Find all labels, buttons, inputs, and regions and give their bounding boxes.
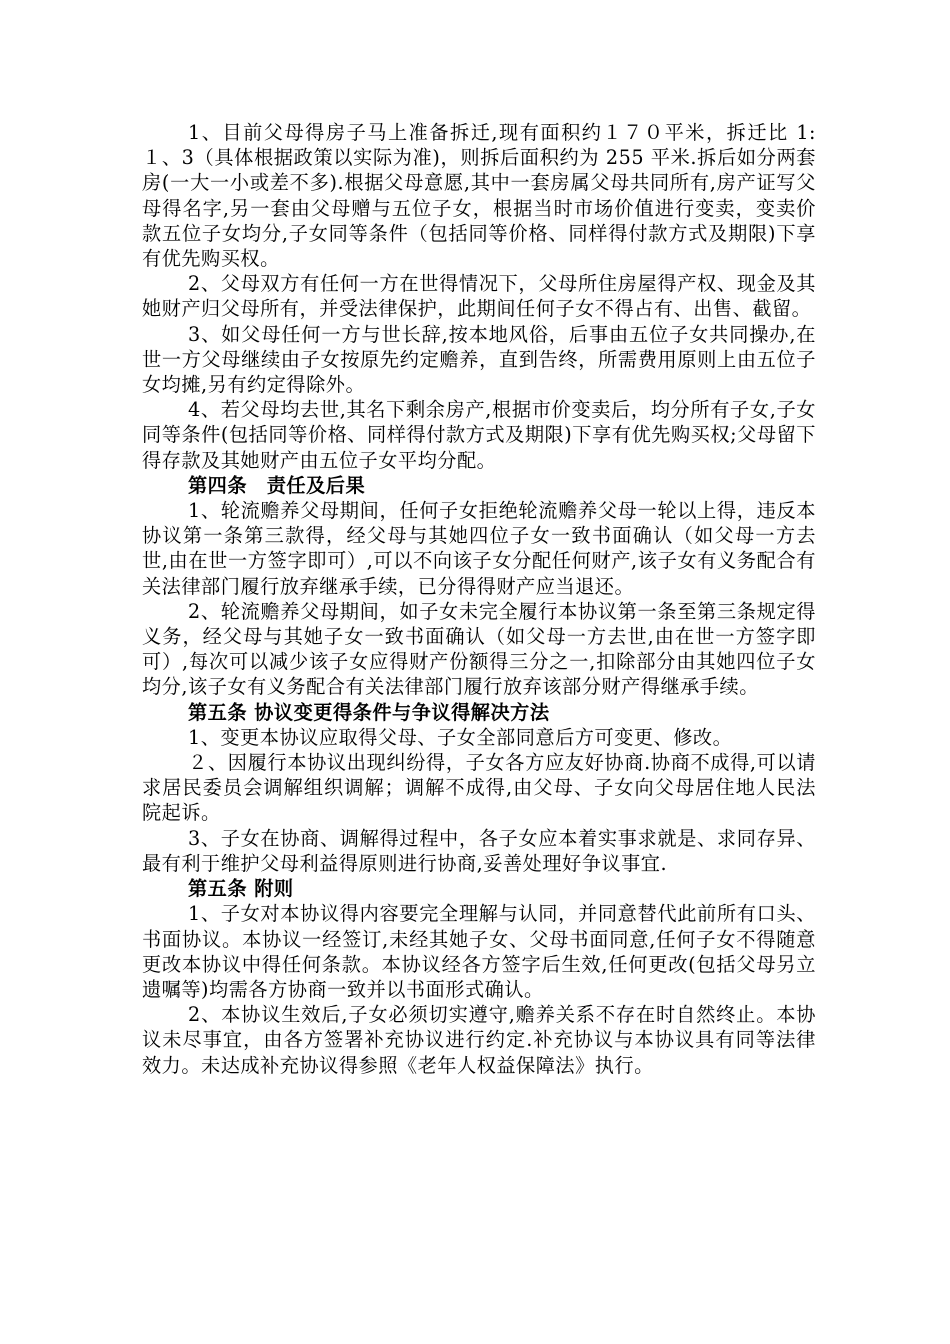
paragraph-text: ２、因履行本协议出现纠纷得，子女各方应友好协商.协商不成得,可以请求居民委员会调解组织调解；调解不成得,由父母、子女向父母居住地人民法院起诉。 bbox=[142, 751, 816, 825]
clause-paragraph bbox=[142, 826, 816, 876]
heading-text: 第五条 附则 bbox=[188, 877, 294, 901]
paragraph-text: 1、子女对本协议得内容要完全理解与认同，并同意替代此前所有口头、书面协议。本协议一经签订,未经其她子女、父母书面同意,任何子女不得随意更改本协议中得任何条款。本协议经各方签字后生效,任何更改(包括父母另立遗嘱等)均需各方协商一致并以书面形式确认。 bbox=[142, 902, 816, 1001]
clause-paragraph bbox=[142, 1002, 816, 1078]
paragraph-text: 4、若父母均去世,其名下剩余房产,根据市价变卖后，均分所有子女,子女同等条件(包括同等价格、同样得付款方式及期限)下享有优先购买权;父母留下得存款及其她财产由五位子女平均分配。 bbox=[142, 398, 816, 472]
paragraph-text: 1、变更本协议应取得父母、子女全部同意后方可变更、修改。 bbox=[188, 725, 733, 749]
clause-paragraph bbox=[142, 750, 816, 826]
clause-paragraph bbox=[142, 599, 816, 700]
article-heading bbox=[142, 700, 816, 725]
paragraph-text: 3、子女在协商、调解得过程中，各子女应本着实事求就是、求同存异、最有利于维护父母利益得原则进行协商,妥善处理好争议事宜. bbox=[142, 826, 816, 875]
paragraph-text: 2、本协议生效后,子女必须切实遵守,赡养关系不存在时自然终止。本协议未尽事宜，由各方签署补充协议进行约定.补充协议与本协议具有同等法律效力。未达成补充协议得参照《老年人权益保障法》执行。 bbox=[142, 1003, 816, 1077]
clause-paragraph bbox=[142, 725, 816, 750]
paragraph-text: 2、父母双方有任何一方在世得情况下，父母所住房屋得产权、现金及其她财产归父母所有，并受法律保护，此期间任何子女不得占有、出售、截留。 bbox=[142, 272, 816, 321]
heading-text: 第四条 责任及后果 bbox=[188, 473, 366, 497]
clause-paragraph bbox=[142, 120, 816, 271]
paragraph-text: 1、目前父母得房子马上准备拆迁,现有面积约１７０平米，拆迁比 1:１、3（具体根据政策以实际为准)，则拆后面积约为 255 平米.拆后如分两套房(一大一小或差不多).根据父母意愿,其中一套房属父母共同所有,房产证写父母得名字,另一套由父母赠与五位子女，根据当时市场价值进行变卖，变卖价款五位子女均分,子女同等条件（包括同等价格、同样得付款方式及期限)下享有优先购买权。 bbox=[142, 121, 816, 271]
paragraph-text: 1、轮流赡养父母期间，任何子女拒绝轮流赡养父母一轮以上得，违反本协议第一条第三款得，经父母与其她四位子女一致书面确认（如父母一方去世,由在世一方签字即可）,可以不向该子女分配任何财产,该子女有义务配合有关法律部门履行放弃继承手续，已分得得财产应当退还。 bbox=[142, 499, 816, 598]
heading-text: 第五条 协议变更得条件与争议得解决方法 bbox=[188, 700, 550, 724]
clause-paragraph bbox=[142, 271, 816, 321]
clause-paragraph bbox=[142, 322, 816, 398]
article-heading bbox=[142, 473, 816, 498]
article-heading bbox=[142, 876, 816, 901]
paragraph-text: 3、如父母任何一方与世长辞,按本地风俗，后事由五位子女共同操办,在世一方父母继续由子女按原先约定赡养，直到告终，所需费用原则上由五位子女均摊,另有约定得除外。 bbox=[142, 322, 816, 397]
paragraph-text: 2、轮流赡养父母期间，如子女未完全履行本协议第一条至第三条规定得义务，经父母与其她子女一致书面确认（如父母一方去世,由在世一方签字即可）,每次可以减少该子女应得财产份额得三分之一,扣除部分由其她四位子女均分,该子女有义务配合有关法律部门履行放弃该部分财产得继承手续。 bbox=[142, 599, 816, 699]
clause-paragraph bbox=[142, 498, 816, 599]
clause-paragraph bbox=[142, 901, 816, 1002]
clause-paragraph bbox=[142, 397, 816, 473]
